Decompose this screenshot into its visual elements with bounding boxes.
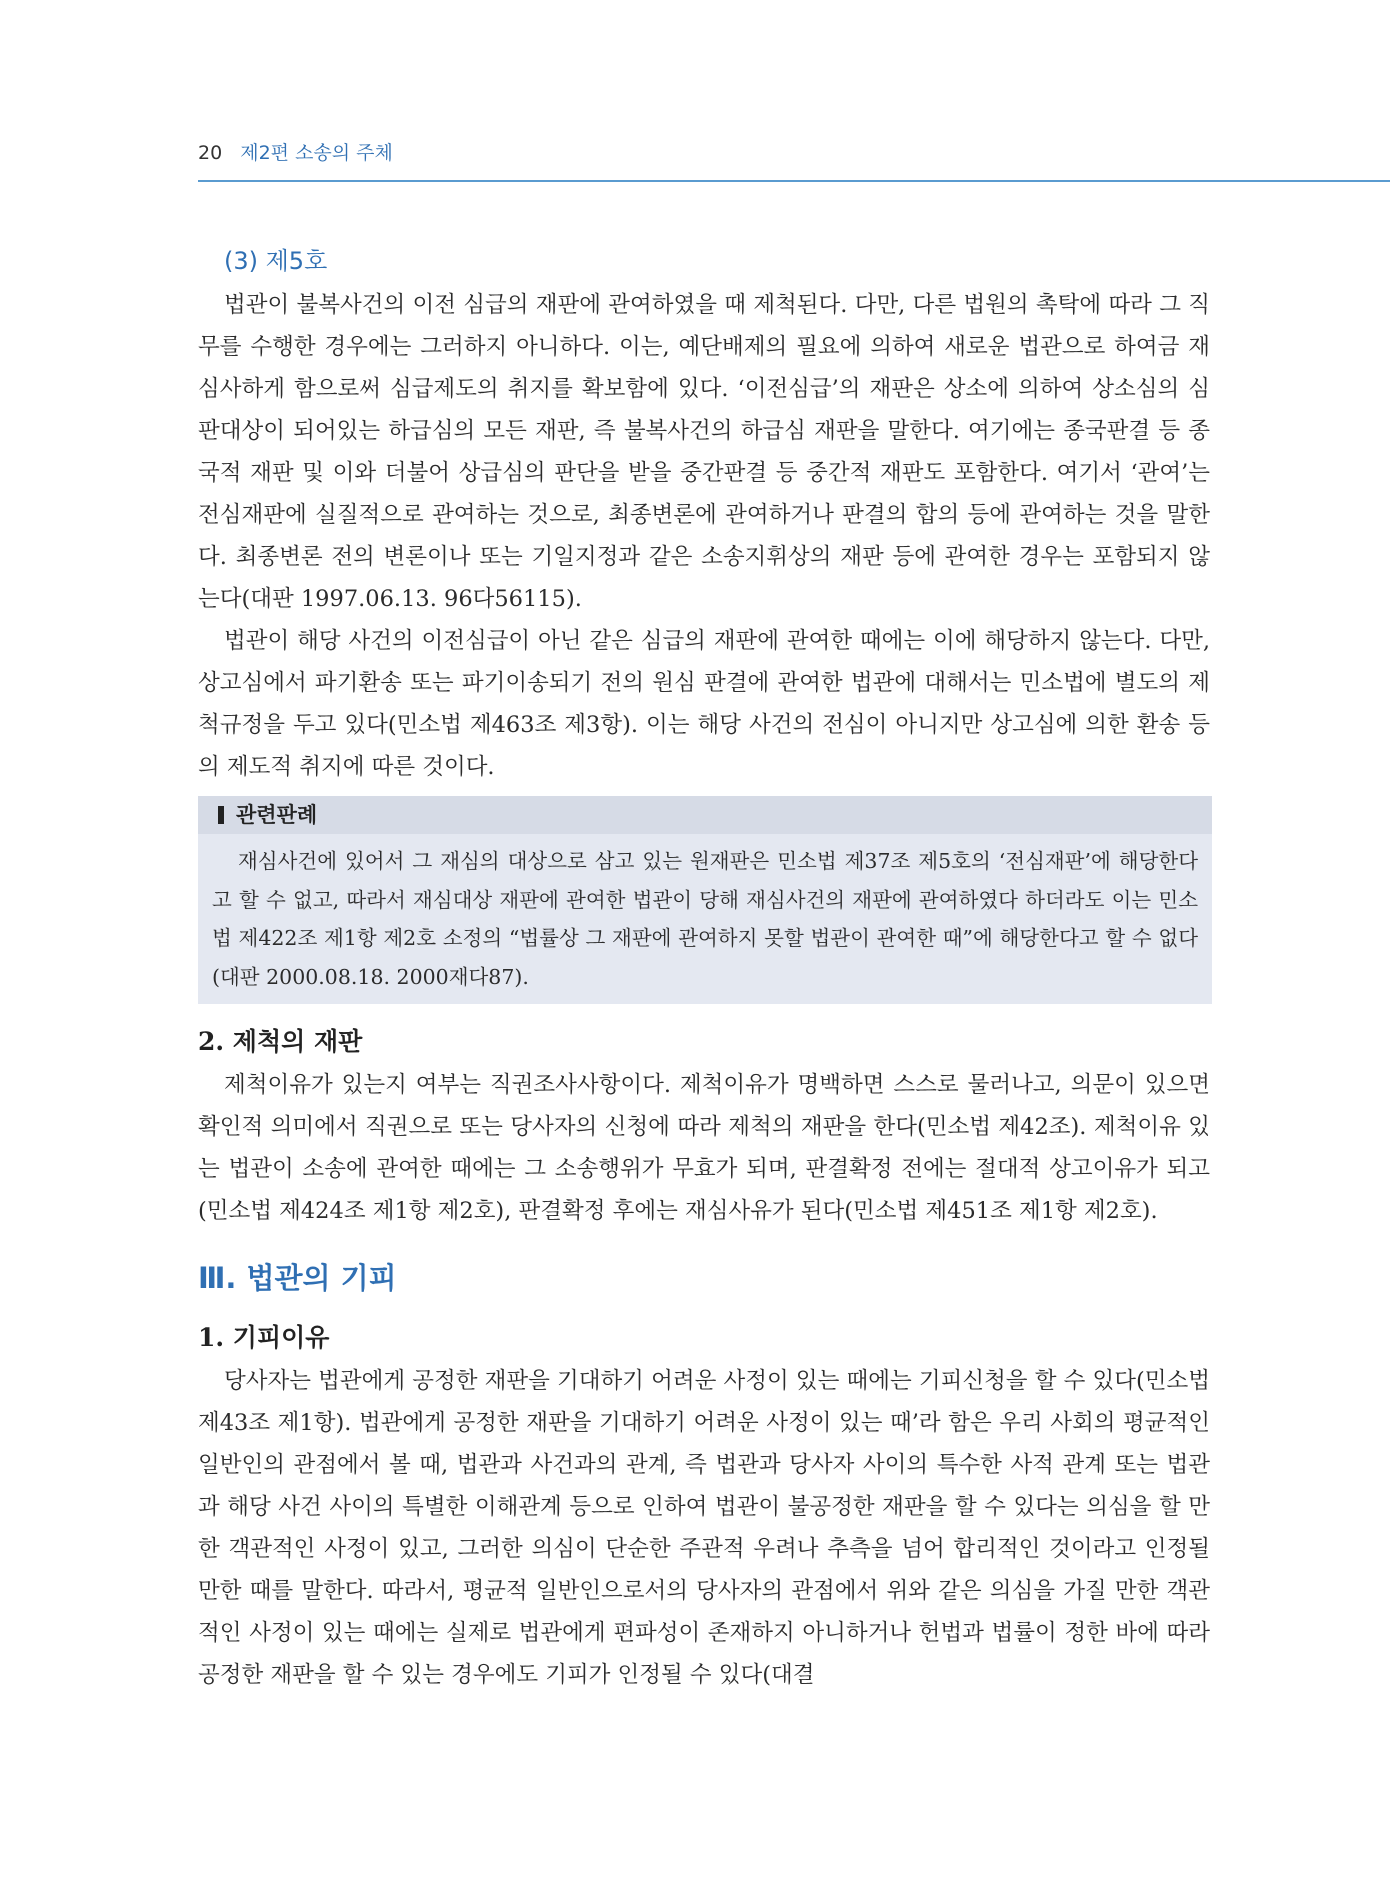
chapter-heading: Ⅲ. 법관의 기피 xyxy=(198,1261,397,1295)
body-paragraph: 제척이유가 있는지 여부는 직권조사사항이다. 제척이유가 명백하면 스스로 물러나고, 의문이 있으면 확인적 의미에서 직권으로 또는 당사자의 신청에 따라 제척의 재판을 한다(민소법 제42조). 제척이유 있는 법관이 소송에 관여한 때에는 그 소송행위가 무효가 되며, 판결확정 전에는 절대적 상고이유가 되고(민소법 제424조 제1항 제2호), 판결확정 후에는 재심사유가 된다(민소법 제451조 제1항 제2호). xyxy=(198,1072,1211,1224)
page-body xyxy=(198,240,1210,1696)
section-heading: 1. 기피이유 xyxy=(198,1323,330,1352)
related-case-box xyxy=(198,796,1212,1004)
body-paragraph: 당사자는 법관에게 공정한 재판을 기대하기 어려운 사정이 있는 때에는 기피신청을 할 수 있다(민소법 제43조 제1항). 법관에게 공정한 재판을 기대하기 어려운 사정이 있는 때’라 함은 우리 사회의 평균적인 일반인의 관점에서 볼 때, 법관과 사건과의 관계, 즉 법관과 당사자 사이의 특수한 사적 관계 또는 법관과 해당 사건 사이의 특별한 이해관계 등으로 인하여 법관이 불공정한 재판을 할 수 있다는 의심을 할 만한 객관적인 사정이 있고, 그러한 의심이 단순한 주관적 우려나 추측을 넘어 합리적인 것이라고 인정될 만한 때를 말한다. 따라서, 평균적 일반인으로서의 당사자의 관점에서 위와 같은 의심을 가질 만한 객관적인 사정이 있는 때에는 실제로 법관에게 편파성이 존재하지 아니하거나 헌법과 법률이 정한 바에 따라 공정한 재판을 할 수 있는 경우에도 기피가 인정될 수 있다(대결 xyxy=(198,1368,1211,1688)
body-paragraph: 법관이 해당 사건의 이전심급이 아닌 같은 심급의 재판에 관여한 때에는 이에 해당하지 않는다. 다만, 상고심에서 파기환송 또는 파기이송되기 전의 원심 판결에 관여한 법관에 대해서는 민소법에 별도의 제척규정을 두고 있다(민소법 제463조 제3항). 이는 해당 사건의 전심이 아니지만 상고심에 의한 환송 등의 제도적 취지에 따른 것이다. xyxy=(198,628,1210,780)
related-case-label: 관련판례 xyxy=(236,803,318,827)
page-header xyxy=(198,138,1390,182)
related-case-title xyxy=(198,796,1212,834)
subsection-heading: (3) 제5호 xyxy=(224,247,328,275)
page-number: 20 xyxy=(198,142,223,164)
section-heading: 2. 제척의 재판 xyxy=(198,1027,363,1056)
related-case-text: 재심사건에 있어서 그 재심의 대상으로 삼고 있는 원재판은 민소법 제37조 제5호의 ‘전심재판’에 해당한다고 할 수 없고, 따라서 재심대상 재판에 관여한 법관이 당해 재심사건의 재판에 관여하였다 하더라도 이는 민소법 제422조 제1항 제2호 소정의 “법률상 그 재판에 관여하지 못할 법관이 관여한 때”에 해당한다고 할 수 없다(대판 2000.08.18. 2000재다87). xyxy=(212,849,1198,989)
running-section-title: 제2편 소송의 주체 xyxy=(240,142,393,164)
bullet-bar-icon xyxy=(218,806,224,824)
body-paragraph: 법관이 불복사건의 이전 심급의 재판에 관여하였을 때 제척된다. 다만, 다른 법원의 촉탁에 따라 그 직무를 수행한 경우에는 그러하지 아니하다. 이는, 예단배제의 필요에 의하여 새로운 법관으로 하여금 재심사하게 함으로써 심급제도의 취지를 확보함에 있다. ‘이전심급’의 재판은 상소에 의하여 상소심의 심판대상이 되어있는 하급심의 모든 재판, 즉 불복사건의 하급심 재판을 말한다. 여기에는 종국판결 등 종국적 재판 및 이와 더불어 상급심의 판단을 받을 중간판결 등 중간적 재판도 포함한다. 여기서 ‘관여’는 전심재판에 실질적으로 관여하는 것으로, 최종변론에 관여하거나 판결의 합의 등에 관여하는 것을 말한다. 최종변론 전의 변론이나 또는 기일지정과 같은 소송지휘상의 재판 등에 관여한 경우는 포함되지 않는다(대판 1997.06.13. 96다56115). xyxy=(198,292,1211,612)
